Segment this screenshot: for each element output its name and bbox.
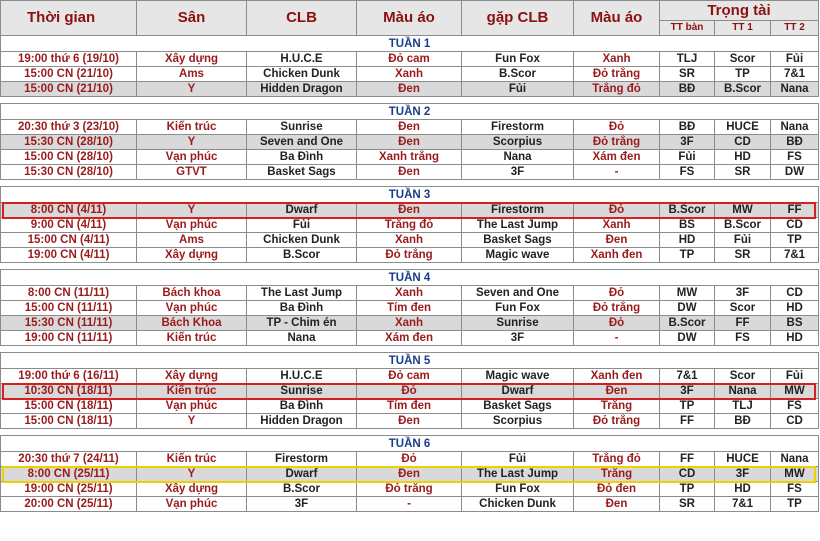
match-venue: Vạn phúc <box>137 301 247 316</box>
match-opponent-jersey: Đỏ trắng <box>574 135 660 150</box>
header-ref1: TT 1 <box>715 21 771 36</box>
match-opponent-jersey: Đen <box>574 497 660 512</box>
match-jersey: Xanh <box>357 316 462 331</box>
match-ref1: HUCE <box>715 120 771 135</box>
header-jersey2: Màu áo <box>574 1 660 36</box>
match-ref-table: TP <box>660 482 715 497</box>
match-opponent-jersey: Đỏ trắng <box>574 414 660 429</box>
match-opponent-jersey: Trắng <box>574 467 660 482</box>
match-club: Fủi <box>247 218 357 233</box>
match-ref2: MW <box>771 467 819 482</box>
match-time: 19:00 CN (11/11) <box>1 331 137 346</box>
match-ref-table: TP <box>660 399 715 414</box>
match-club: Dwarf <box>247 203 357 218</box>
week-gap-cell <box>1 429 819 436</box>
match-opponent: Fun Fox <box>462 301 574 316</box>
match-opponent: Fủi <box>462 82 574 97</box>
match-ref1: Scor <box>715 52 771 67</box>
match-opponent: Fun Fox <box>462 52 574 67</box>
match-opponent-jersey: Đỏ <box>574 316 660 331</box>
week-label: TUẦN 3 <box>1 187 819 203</box>
match-time: 19:00 CN (4/11) <box>1 248 137 263</box>
match-ref-table: SR <box>660 67 715 82</box>
match-row <box>1 203 819 218</box>
match-opponent: B.Scor <box>462 67 574 82</box>
match-opponent: Firestorm <box>462 120 574 135</box>
match-opponent: Fủi <box>462 452 574 467</box>
match-ref2: BĐ <box>771 135 819 150</box>
match-ref2: Nana <box>771 452 819 467</box>
match-club: H.U.C.E <box>247 52 357 67</box>
header-ref2: TT 2 <box>771 21 819 36</box>
match-ref1: B.Scor <box>715 218 771 233</box>
match-row <box>1 331 819 346</box>
match-time: 15:30 CN (28/10) <box>1 165 137 180</box>
header-time: Thời gian <box>1 1 137 36</box>
match-row <box>1 384 819 399</box>
match-opponent: Magic wave <box>462 248 574 263</box>
match-club: Ba Đình <box>247 301 357 316</box>
match-ref-table: FF <box>660 414 715 429</box>
match-opponent: Sunrise <box>462 316 574 331</box>
match-ref1: HD <box>715 150 771 165</box>
match-ref2: CD <box>771 218 819 233</box>
match-jersey: Đen <box>357 82 462 97</box>
match-venue: Kiến trúc <box>137 384 247 399</box>
match-ref1: SR <box>715 165 771 180</box>
match-ref-table: 3F <box>660 135 715 150</box>
match-jersey: Xanh <box>357 67 462 82</box>
header-ref-table: TT bàn <box>660 21 715 36</box>
week-header-row <box>1 270 819 286</box>
match-ref2: FF <box>771 203 819 218</box>
match-opponent: Dwarf <box>462 384 574 399</box>
match-opponent: Scorpius <box>462 135 574 150</box>
match-opponent-jersey: Đỏ đen <box>574 482 660 497</box>
match-ref1: Scor <box>715 301 771 316</box>
match-row <box>1 369 819 384</box>
match-ref-table: FS <box>660 165 715 180</box>
match-time: 10:30 CN (18/11) <box>1 384 137 399</box>
match-venue: Ams <box>137 233 247 248</box>
header-club: CLB <box>247 1 357 36</box>
match-jersey: Đen <box>357 414 462 429</box>
week-header-row <box>1 36 819 52</box>
match-row <box>1 316 819 331</box>
match-venue: Y <box>137 467 247 482</box>
week-label: TUẦN 4 <box>1 270 819 286</box>
match-time: 15:00 CN (4/11) <box>1 233 137 248</box>
match-ref2: HD <box>771 331 819 346</box>
match-opponent: Magic wave <box>462 369 574 384</box>
match-time: 15:30 CN (11/11) <box>1 316 137 331</box>
match-ref1: BĐ <box>715 414 771 429</box>
match-ref2: 7&1 <box>771 67 819 82</box>
week-header-row <box>1 104 819 120</box>
header-opponent: gặp CLB <box>462 1 574 36</box>
week-label: TUẦN 6 <box>1 436 819 452</box>
match-row <box>1 218 819 233</box>
match-jersey: - <box>357 497 462 512</box>
match-ref-table: DW <box>660 331 715 346</box>
match-venue: Vạn phúc <box>137 150 247 165</box>
match-row <box>1 482 819 497</box>
match-club: B.Scor <box>247 482 357 497</box>
match-opponent-jersey: Đỏ <box>574 120 660 135</box>
match-club: Sunrise <box>247 120 357 135</box>
match-row <box>1 233 819 248</box>
match-ref1: FS <box>715 331 771 346</box>
match-jersey: Đỏ <box>357 452 462 467</box>
match-time: 15:00 CN (18/11) <box>1 399 137 414</box>
match-time: 19:00 thứ 6 (16/11) <box>1 369 137 384</box>
match-ref-table: FF <box>660 452 715 467</box>
match-ref-table: BS <box>660 218 715 233</box>
match-row <box>1 414 819 429</box>
match-ref2: MW <box>771 384 819 399</box>
match-ref1: Fủi <box>715 233 771 248</box>
match-jersey: Tím đen <box>357 399 462 414</box>
match-time: 19:00 thứ 6 (19/10) <box>1 52 137 67</box>
match-venue: Xây dựng <box>137 482 247 497</box>
match-ref1: HD <box>715 482 771 497</box>
match-opponent: The Last Jump <box>462 218 574 233</box>
match-opponent-jersey: Đỏ trắng <box>574 301 660 316</box>
match-club: The Last Jump <box>247 286 357 301</box>
match-opponent-jersey: Đen <box>574 233 660 248</box>
match-jersey: Xanh <box>357 286 462 301</box>
match-ref2: TP <box>771 233 819 248</box>
match-club: Ba Đình <box>247 399 357 414</box>
header-referees: Trọng tài <box>660 1 819 21</box>
match-venue: Kiến trúc <box>137 452 247 467</box>
match-ref-table: BĐ <box>660 82 715 97</box>
match-ref2: FS <box>771 150 819 165</box>
match-club: B.Scor <box>247 248 357 263</box>
match-club: Chicken Dunk <box>247 233 357 248</box>
match-jersey: Đỏ trắng <box>357 248 462 263</box>
match-ref-table: HD <box>660 233 715 248</box>
match-row <box>1 52 819 67</box>
match-ref1: FF <box>715 316 771 331</box>
match-row <box>1 67 819 82</box>
week-gap-cell <box>1 346 819 353</box>
match-jersey: Xanh trắng <box>357 150 462 165</box>
match-opponent-jersey: Trắng đỏ <box>574 452 660 467</box>
match-ref1: TP <box>715 67 771 82</box>
match-venue: Xây dựng <box>137 369 247 384</box>
match-opponent: Basket Sags <box>462 233 574 248</box>
match-ref1: 3F <box>715 286 771 301</box>
match-club: Nana <box>247 331 357 346</box>
match-club: Basket Sags <box>247 165 357 180</box>
match-row <box>1 497 819 512</box>
match-venue: Kiến trúc <box>137 120 247 135</box>
match-jersey: Đen <box>357 135 462 150</box>
match-jersey: Đen <box>357 467 462 482</box>
match-opponent-jersey: Đỏ <box>574 203 660 218</box>
match-jersey: Xám đen <box>357 331 462 346</box>
week-label: TUẦN 2 <box>1 104 819 120</box>
match-jersey: Đen <box>357 203 462 218</box>
match-opponent-jersey: Đỏ <box>574 286 660 301</box>
match-venue: Y <box>137 414 247 429</box>
match-opponent-jersey: Trắng đỏ <box>574 82 660 97</box>
match-jersey: Đen <box>357 120 462 135</box>
match-ref2: TP <box>771 497 819 512</box>
match-jersey: Đỏ <box>357 384 462 399</box>
match-ref-table: TLJ <box>660 52 715 67</box>
match-opponent: 3F <box>462 331 574 346</box>
match-venue: Xây dựng <box>137 248 247 263</box>
match-ref2: CD <box>771 414 819 429</box>
match-opponent: The Last Jump <box>462 467 574 482</box>
match-row <box>1 286 819 301</box>
match-ref-table: B.Scor <box>660 316 715 331</box>
match-club: Ba Đình <box>247 150 357 165</box>
match-ref1: MW <box>715 203 771 218</box>
match-ref2: Fủi <box>771 52 819 67</box>
match-time: 15:30 CN (28/10) <box>1 135 137 150</box>
week-header-row <box>1 187 819 203</box>
match-jersey: Đen <box>357 165 462 180</box>
match-club: TP - Chim én <box>247 316 357 331</box>
match-time: 8:00 CN (25/11) <box>1 467 137 482</box>
header-jersey: Màu áo <box>357 1 462 36</box>
match-ref2: CD <box>771 286 819 301</box>
match-opponent-jersey: Xanh <box>574 218 660 233</box>
match-club: 3F <box>247 497 357 512</box>
match-time: 20:00 CN (25/11) <box>1 497 137 512</box>
match-opponent-jersey: Xám đen <box>574 150 660 165</box>
match-row <box>1 467 819 482</box>
match-venue: Xây dựng <box>137 52 247 67</box>
match-venue: Kiến trúc <box>137 331 247 346</box>
match-jersey: Tím đen <box>357 301 462 316</box>
week-gap <box>1 263 819 270</box>
match-row <box>1 399 819 414</box>
match-ref-table: B.Scor <box>660 203 715 218</box>
match-ref2: Nana <box>771 82 819 97</box>
match-club: Hidden Dragon <box>247 414 357 429</box>
header-venue: Sân <box>137 1 247 36</box>
week-gap <box>1 429 819 436</box>
match-time: 8:00 CN (11/11) <box>1 286 137 301</box>
week-gap-cell <box>1 97 819 104</box>
match-opponent: 3F <box>462 165 574 180</box>
match-venue: Ams <box>137 67 247 82</box>
match-time: 9:00 CN (4/11) <box>1 218 137 233</box>
match-club: Sunrise <box>247 384 357 399</box>
week-label: TUẦN 5 <box>1 353 819 369</box>
match-club: Seven and One <box>247 135 357 150</box>
match-ref1: CD <box>715 135 771 150</box>
match-ref-table: TP <box>660 248 715 263</box>
match-ref-table: CD <box>660 467 715 482</box>
match-row <box>1 301 819 316</box>
match-opponent-jersey: Xanh <box>574 52 660 67</box>
match-ref1: SR <box>715 248 771 263</box>
match-time: 8:00 CN (4/11) <box>1 203 137 218</box>
week-gap <box>1 180 819 187</box>
week-gap-cell <box>1 180 819 187</box>
match-row <box>1 120 819 135</box>
match-ref2: DW <box>771 165 819 180</box>
match-ref2: 7&1 <box>771 248 819 263</box>
match-opponent-jersey: - <box>574 165 660 180</box>
match-venue: Bách Khoa <box>137 316 247 331</box>
week-gap <box>1 97 819 104</box>
week-label: TUẦN 1 <box>1 36 819 52</box>
match-ref2: BS <box>771 316 819 331</box>
match-opponent-jersey: Xanh đen <box>574 248 660 263</box>
match-club: Dwarf <box>247 467 357 482</box>
match-opponent: Firestorm <box>462 203 574 218</box>
schedule-body <box>1 36 819 512</box>
match-opponent: Basket Sags <box>462 399 574 414</box>
match-ref2: Fủi <box>771 369 819 384</box>
match-ref-table: 7&1 <box>660 369 715 384</box>
match-venue: Y <box>137 82 247 97</box>
match-venue: Vạn phúc <box>137 497 247 512</box>
match-ref1: Scor <box>715 369 771 384</box>
match-time: 15:00 CN (21/10) <box>1 67 137 82</box>
match-time: 15:00 CN (18/11) <box>1 414 137 429</box>
match-time: 20:30 thứ 7 (24/11) <box>1 452 137 467</box>
match-ref-table: Fủi <box>660 150 715 165</box>
match-ref1: Nana <box>715 384 771 399</box>
match-ref-table: SR <box>660 497 715 512</box>
match-opponent-jersey: Trắng <box>574 399 660 414</box>
match-row <box>1 150 819 165</box>
match-venue: Vạn phúc <box>137 218 247 233</box>
week-header-row <box>1 436 819 452</box>
match-ref1: 3F <box>715 467 771 482</box>
match-jersey: Đỏ cam <box>357 52 462 67</box>
match-row <box>1 82 819 97</box>
match-ref-table: DW <box>660 301 715 316</box>
match-ref1: HUCE <box>715 452 771 467</box>
match-ref1: 7&1 <box>715 497 771 512</box>
match-ref2: FS <box>771 399 819 414</box>
match-row <box>1 248 819 263</box>
match-venue: Bách khoa <box>137 286 247 301</box>
match-ref-table: 3F <box>660 384 715 399</box>
match-opponent-jersey: - <box>574 331 660 346</box>
match-row <box>1 165 819 180</box>
match-opponent: Fun Fox <box>462 482 574 497</box>
match-ref2: HD <box>771 301 819 316</box>
match-jersey: Trắng đỏ <box>357 218 462 233</box>
match-ref-table: MW <box>660 286 715 301</box>
match-ref1: TLJ <box>715 399 771 414</box>
match-venue: Vạn phúc <box>137 399 247 414</box>
match-venue: GTVT <box>137 165 247 180</box>
match-time: 19:00 CN (25/11) <box>1 482 137 497</box>
match-row <box>1 452 819 467</box>
week-gap <box>1 346 819 353</box>
week-header-row <box>1 353 819 369</box>
match-time: 15:00 CN (21/10) <box>1 82 137 97</box>
match-club: Hidden Dragon <box>247 82 357 97</box>
match-venue: Y <box>137 203 247 218</box>
match-ref-table: BĐ <box>660 120 715 135</box>
match-time: 15:00 CN (11/11) <box>1 301 137 316</box>
match-venue: Y <box>137 135 247 150</box>
match-opponent: Chicken Dunk <box>462 497 574 512</box>
match-jersey: Đỏ cam <box>357 369 462 384</box>
match-jersey: Đỏ trắng <box>357 482 462 497</box>
match-opponent-jersey: Đen <box>574 384 660 399</box>
match-row <box>1 135 819 150</box>
match-club: Chicken Dunk <box>247 67 357 82</box>
match-opponent-jersey: Đỏ trắng <box>574 67 660 82</box>
match-opponent: Scorpius <box>462 414 574 429</box>
match-opponent: Seven and One <box>462 286 574 301</box>
match-opponent: Nana <box>462 150 574 165</box>
match-opponent-jersey: Xanh đen <box>574 369 660 384</box>
match-club: H.U.C.E <box>247 369 357 384</box>
week-gap-cell <box>1 263 819 270</box>
match-ref1: B.Scor <box>715 82 771 97</box>
match-ref2: FS <box>771 482 819 497</box>
match-jersey: Xanh <box>357 233 462 248</box>
match-club: Firestorm <box>247 452 357 467</box>
match-time: 20:30 thứ 3 (23/10) <box>1 120 137 135</box>
match-time: 15:00 CN (28/10) <box>1 150 137 165</box>
match-ref2: Nana <box>771 120 819 135</box>
